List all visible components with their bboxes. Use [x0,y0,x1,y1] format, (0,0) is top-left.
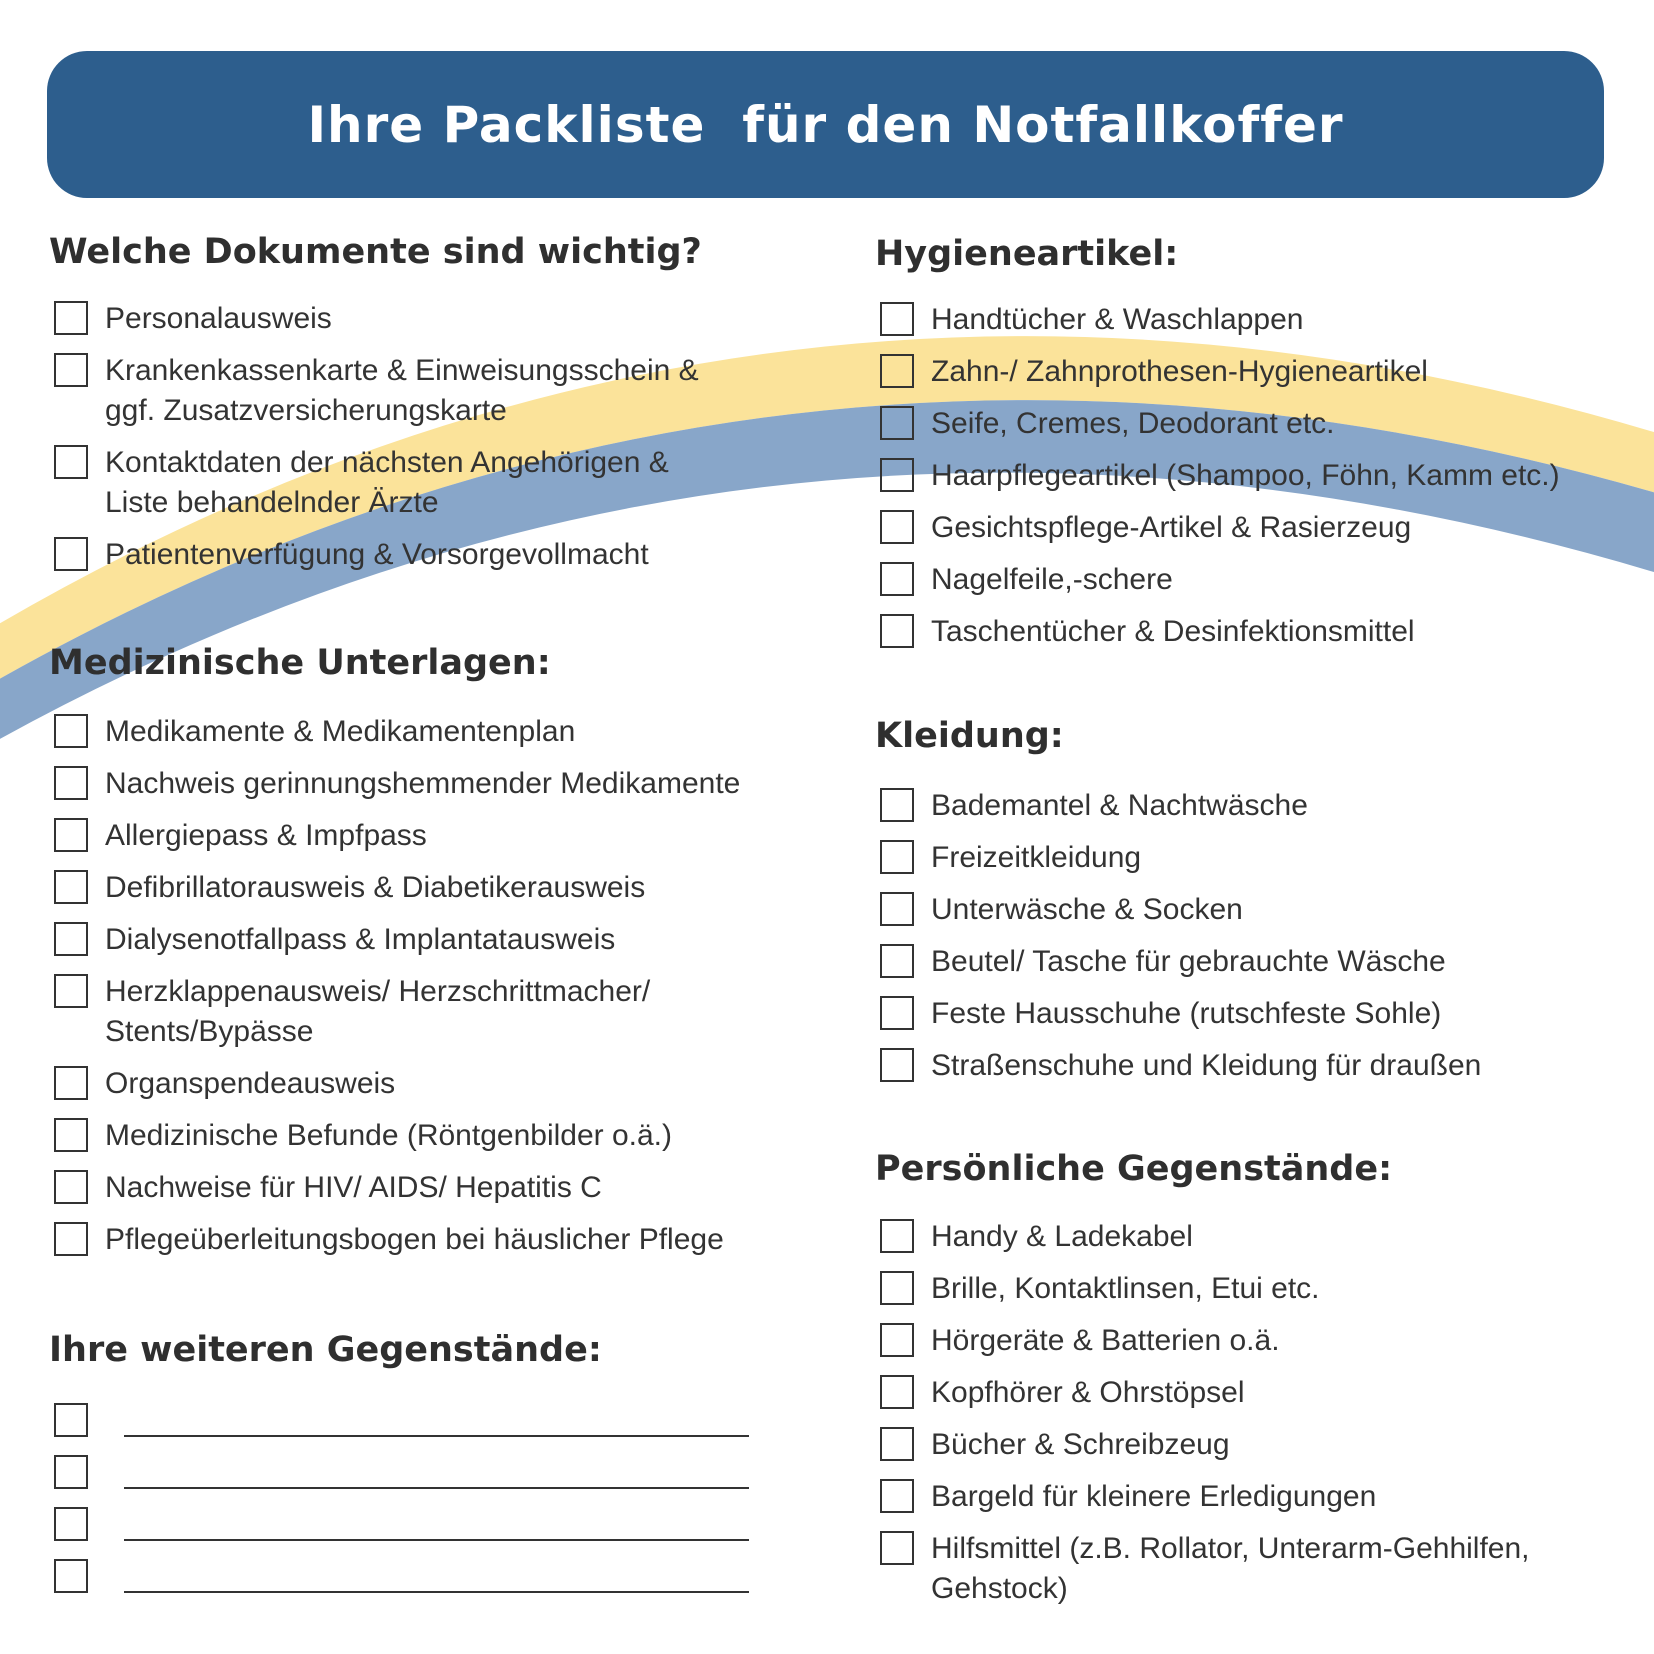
checklist-item [875,1321,1530,1361]
checkbox[interactable] [54,301,88,335]
write-in-line[interactable] [124,1539,749,1541]
item-label: Unterwäsche & Socken [931,893,1243,926]
section-dokumente [49,232,702,587]
item-label: Gesichtspflege-Artikel & Rasierzeug [931,511,1412,544]
checklist-item [875,994,1481,1034]
section-heading: Kleidung: [875,716,1064,756]
checkbox[interactable] [54,1559,88,1593]
checklist-item [49,443,702,523]
item-label: Krankenkassenkarte & Einweisungsschein & ggf. Zusatzversicherungskarte [105,354,699,427]
checkbox[interactable] [54,353,88,387]
item-label: Handy & Ladekabel [931,1220,1193,1253]
item-label: Seife, Cremes, Deodorant etc. [931,407,1335,440]
checklist-item [49,868,740,908]
checklist-item [49,1168,740,1208]
item-label: Bademantel & Nachtwäsche [931,789,1308,822]
checkbox[interactable] [880,996,914,1030]
checkbox[interactable] [880,1271,914,1305]
section-hygiene [875,234,1560,664]
checkbox[interactable] [880,510,914,544]
checklist-item [875,1529,1530,1609]
blank-entry [49,1559,602,1599]
checklist-item [875,404,1560,444]
checkbox[interactable] [880,1479,914,1513]
item-label: Straßenschuhe und Kleidung für draußen [931,1049,1482,1082]
item-label: Taschentücher & Desinfektionsmittel [931,615,1415,648]
checkbox[interactable] [54,1507,88,1541]
checkbox[interactable] [880,562,914,596]
checklist-item [49,535,702,575]
checklist [875,300,1560,652]
item-label: Beutel/ Tasche für gebrauchte Wäsche [931,945,1446,978]
checklist-item [875,1046,1481,1086]
item-label: Pflegeüberleitungsbogen bei häuslicher Pflege [105,1223,724,1256]
checklist-item [875,508,1560,548]
checklist-item [875,352,1560,392]
item-label: Freizeitkleidung [931,841,1142,874]
checklist-item [49,764,740,804]
item-label: Nachweise für HIV/ AIDS/ Hepatitis C [105,1171,602,1204]
checkbox[interactable] [880,614,914,648]
checkbox[interactable] [54,1403,88,1437]
checkbox[interactable] [880,406,914,440]
checklist-item [49,816,740,856]
item-label: Defibrillatorausweis & Diabetikerausweis [105,871,646,904]
checkbox[interactable] [54,766,88,800]
section-persoenlich [875,1149,1530,1621]
checklist-item [49,1116,740,1156]
checklist-item [875,786,1481,826]
checklist-item [875,300,1560,340]
item-label: Patientenverfügung & Vorsorgevollmacht [105,538,649,571]
blank-entry [49,1403,602,1443]
checklist-item [875,1269,1530,1309]
write-in-line[interactable] [124,1487,749,1489]
write-in-line[interactable] [124,1435,749,1437]
page-title: Ihre Packliste für den Notfallkoffer [307,95,1344,154]
item-label: Kopfhörer & Ohrstöpsel [931,1376,1245,1409]
checklist-item [875,612,1560,652]
checklist-item [875,1425,1530,1465]
checklist-item [875,1477,1530,1517]
checkbox[interactable] [54,974,88,1008]
checkbox[interactable] [54,870,88,904]
blank-entry [49,1455,602,1495]
checkbox[interactable] [54,445,88,479]
item-label: Haarpflegeartikel (Shampoo, Föhn, Kamm etc.) [931,459,1560,492]
checklist-item [49,972,740,1052]
checkbox[interactable] [54,1066,88,1100]
checklist-item [875,1373,1530,1413]
checkbox[interactable] [880,944,914,978]
checkbox[interactable] [54,818,88,852]
checkbox[interactable] [54,922,88,956]
item-label: Brille, Kontaktlinsen, Etui etc. [931,1272,1320,1305]
checkbox[interactable] [880,302,914,336]
item-label: Dialysenotfallpass & Implantatausweis [105,923,616,956]
checklist-item [875,890,1481,930]
blank-entry [49,1507,602,1547]
checklist-item [875,942,1481,982]
checklist-item [49,299,702,339]
item-label: Nagelfeile,-schere [931,563,1173,596]
item-label: Allergiepass & Impfpass [105,819,427,852]
item-label: Feste Hausschuhe (rutschfeste Sohle) [931,997,1442,1030]
section-medizinisch [49,643,740,1272]
checklist-item [875,456,1560,496]
checklist [49,299,702,575]
section-weitere [49,1330,602,1611]
checklist-item [49,351,702,431]
checkbox[interactable] [880,1323,914,1357]
checkbox[interactable] [54,714,88,748]
item-label: Organspendeausweis [105,1067,396,1100]
checklist-item [49,1220,740,1260]
item-label: Hörgeräte & Batterien o.ä. [931,1324,1280,1357]
section-heading: Hygieneartikel: [875,234,1179,274]
section-heading: Persönliche Gegenstände: [875,1149,1393,1189]
checkbox[interactable] [880,840,914,874]
checklist [875,786,1481,1086]
checkbox[interactable] [54,537,88,571]
item-label: Zahn-/ Zahnprothesen-Hygieneartikel [931,355,1428,388]
checklist-item [875,1217,1530,1257]
item-label: Handtücher & Waschlappen [931,303,1304,336]
checkbox[interactable] [880,1048,914,1082]
checkbox[interactable] [880,1375,914,1409]
item-label: Nachweis gerinnungshemmender Medikamente [105,767,741,800]
checkbox[interactable] [880,1531,914,1565]
checkbox[interactable] [54,1222,88,1256]
title-banner [47,51,1604,198]
checkbox[interactable] [54,1170,88,1204]
item-label: Personalausweis [105,302,332,335]
item-label: Bargeld für kleinere Erledigungen [931,1480,1377,1513]
section-heading: Ihre weiteren Gegenstände: [49,1330,602,1370]
checkbox[interactable] [880,1219,914,1253]
checklist [875,1217,1530,1609]
checkbox[interactable] [880,458,914,492]
checklist [49,712,740,1260]
item-label: Hilfsmittel (z.B. Rollator, Unterarm-Gehhilfen, Gehstock) [931,1532,1530,1605]
item-label: Kontaktdaten der nächsten Angehörigen & Liste behandelnder Ärzte [105,446,669,519]
checkbox[interactable] [880,1427,914,1461]
checkbox[interactable] [880,788,914,822]
item-label: Bücher & Schreibzeug [931,1428,1230,1461]
checklist-item [49,712,740,752]
section-heading: Welche Dokumente sind wichtig? [49,232,702,272]
checkbox[interactable] [880,892,914,926]
checkbox[interactable] [880,354,914,388]
item-label: Medizinische Befunde (Röntgenbilder o.ä.) [105,1119,672,1152]
checkbox[interactable] [54,1118,88,1152]
checklist-item [875,838,1481,878]
item-label: Herzklappenausweis/ Herzschrittmacher/ Stents/Bypässe [105,975,651,1048]
checklist-item [49,1064,740,1104]
section-heading: Medizinische Unterlagen: [49,643,551,683]
checklist-item [875,560,1560,600]
checkbox[interactable] [54,1455,88,1489]
checklist-item [49,920,740,960]
item-label: Medikamente & Medikamentenplan [105,715,576,748]
write-in-line[interactable] [124,1591,749,1593]
section-kleidung [875,716,1481,1098]
